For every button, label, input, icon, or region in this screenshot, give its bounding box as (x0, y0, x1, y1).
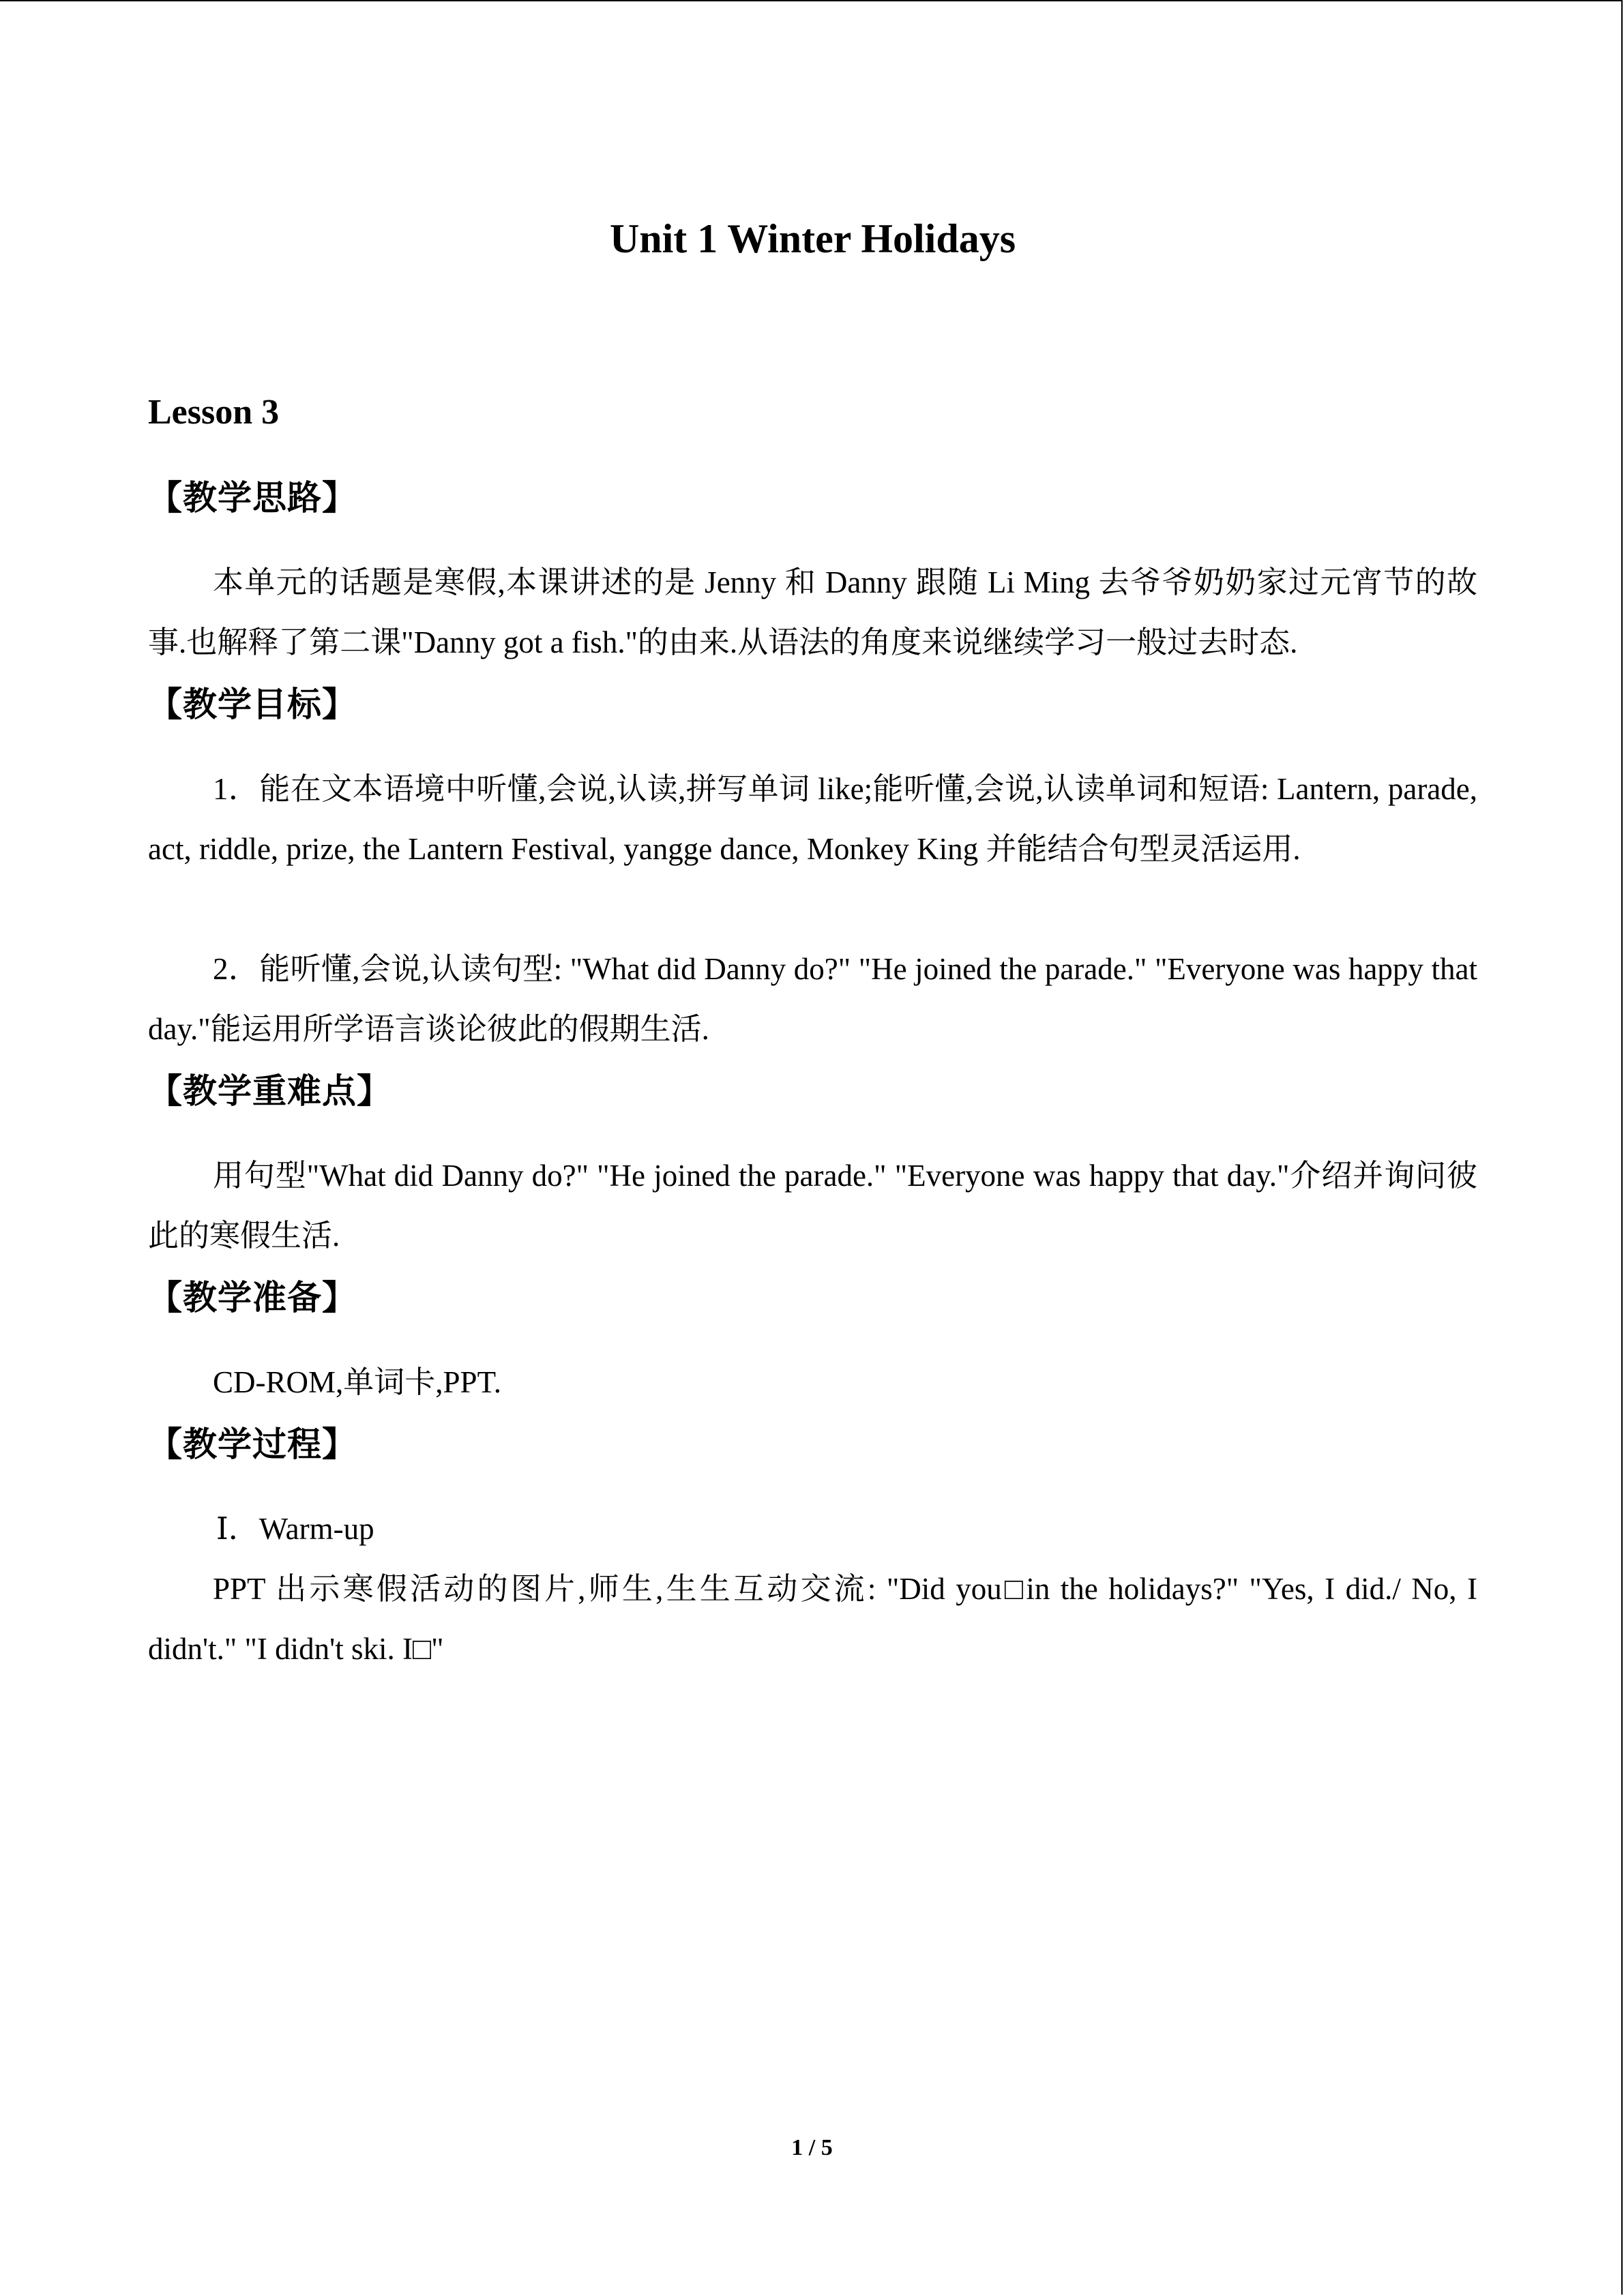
objective-item-2: 2．能听懂,会说,认读句型: "What did Danny do?" "He joined the parade." "Everyone was happy that day."能运用所学语言谈论彼此的假期生活. (148, 952, 1477, 1046)
section-heading-key-points: 【教学重难点】 (148, 1071, 392, 1111)
objective-item-1: 1．能在文本语境中听懂,会说,认读,拼写单词 like;能听懂,会说,认读单词和短语: Lantern, parade, act, riddle, prize, the Lantern Festival, yangge dance, Monkey King 并能结合句型灵活运用. (148, 772, 1477, 866)
approach-paragraph: 本单元的话题是寒假,本课讲述的是 Jenny 和 Danny 跟随 Li Ming 去爷爷奶奶家过元宵节的故事.也解释了第二课"Danny got a fish."的由来.从语法的角度来说继续学习一般过去时态. (148, 565, 1477, 659)
section-heading-process: 【教学过程】 (148, 1425, 357, 1464)
key-points-paragraph: 用句型"What did Danny do?" "He joined the parade." "Everyone was happy that day."介绍并询问彼此的寒假生活. (148, 1159, 1477, 1253)
section-heading-preparation: 【教学准备】 (148, 1278, 357, 1317)
section-heading-approach: 【教学思路】 (148, 478, 357, 518)
process-step-1-paragraph: PPT 出示寒假活动的图片,师生,生生互动交流: "Did you□in the holidays?" "Yes, I did./ No, I didn't." "I didn't ski. I□" (148, 1572, 1477, 1666)
section-heading-objectives: 【教学目标】 (148, 685, 357, 724)
preparation-paragraph: CD-ROM,单词卡,PPT. (213, 1365, 501, 1399)
page-number: 1 / 5 (791, 2135, 833, 2160)
document-title: Unit 1 Winter Holidays (609, 216, 1016, 261)
lesson-heading: Lesson 3 (148, 393, 280, 432)
process-step-1-title: Ⅰ．Warm-up (216, 1512, 374, 1546)
